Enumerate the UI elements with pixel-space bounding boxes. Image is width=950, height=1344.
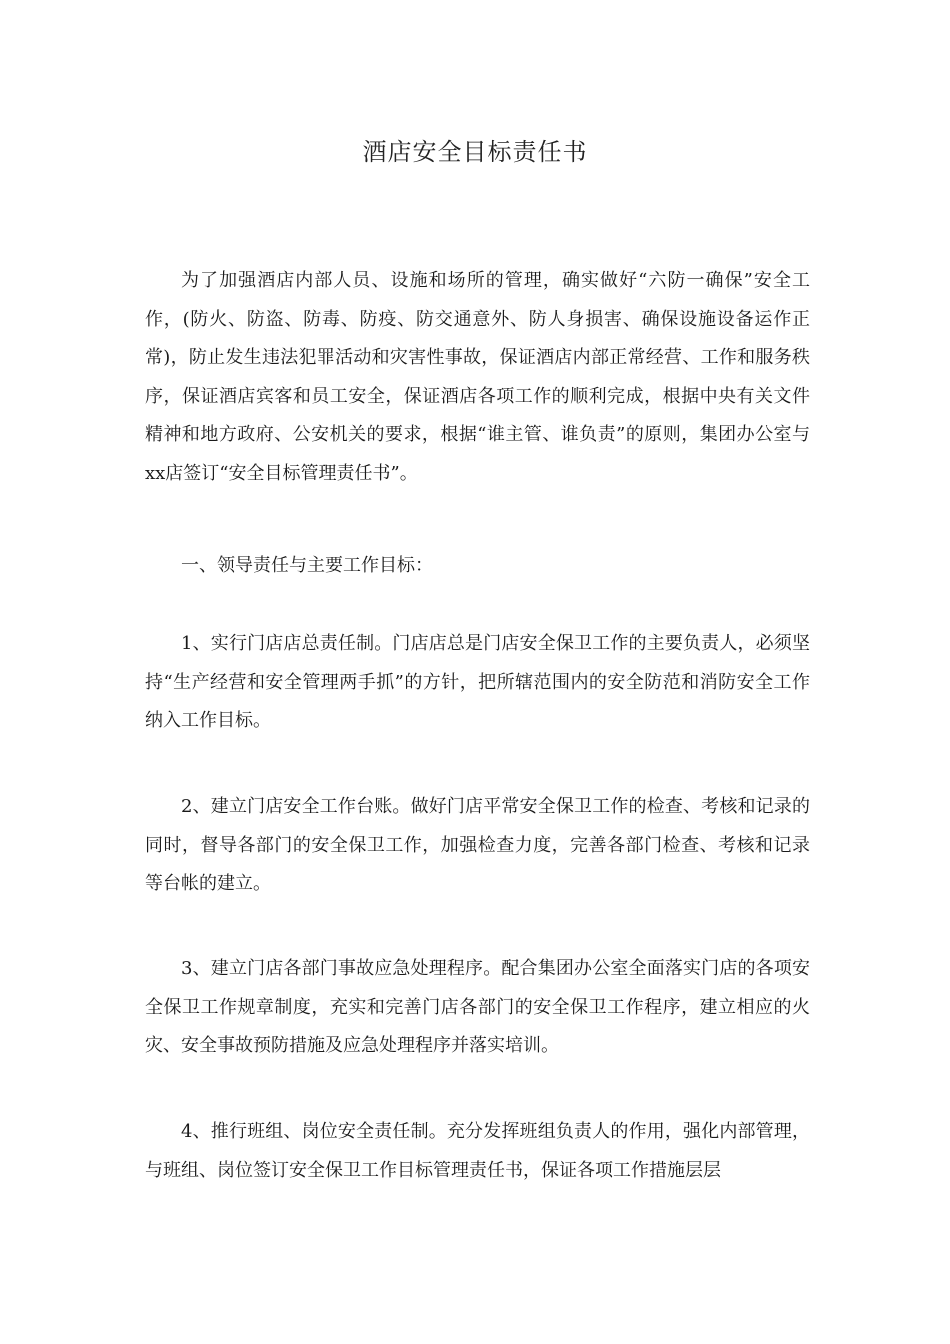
list-item-4: 4、推行班组、岗位安全责任制。充分发挥班组负责人的作用，强化内部管理，与班组、岗位签订安全保卫工作目标管理责任书，保证各项工作措施层层 (145, 1121, 810, 1181)
document-title: 酒店安全目标责任书 (362, 138, 588, 166)
section-heading: 一、领导责任与主要工作目标： (181, 555, 433, 576)
intro-paragraph: 为了加强酒店内部人员、设施和场所的管理，确实做好“六防一确保”安全工作，(防火、防盗、防毒、防疫、防交通意外、防人身损害、确保设施设备运作正常)，防止发生违法犯罪活动和灾害性事故，保证酒店内部正常经营、工作和服务秩序，保证酒店宾客和员工安全，保证酒店各项工作的顺利完成，根据中央有关文件精神和地方政府、公安机关的要求，根据“谁主管、谁负责”的原则，集团办公室与xx店签订“安全目标管理责任书”。 (145, 270, 810, 484)
list-item-2: 2、建立门店安全工作台账。做好门店平常安全保卫工作的检查、考核和记录的同时，督导各部门的安全保卫工作，加强检查力度，完善各部门检查、考核和记录等台帐的建立。 (145, 796, 810, 894)
list-item-3: 3、建立门店各部门事故应急处理程序。配合集团办公室全面落实门店的各项安全保卫工作规章制度，充实和完善门店各部门的安全保卫工作程序，建立相应的火灾、安全事故预防措施及应急处理程序并落实培训。 (145, 958, 810, 1056)
list-item-1: 1、实行门店店总责任制。门店店总是门店安全保卫工作的主要负责人，必须坚持“生产经营和安全管理两手抓”的方针，把所辖范围内的安全防范和消防安全工作纳入工作目标。 (145, 633, 810, 731)
